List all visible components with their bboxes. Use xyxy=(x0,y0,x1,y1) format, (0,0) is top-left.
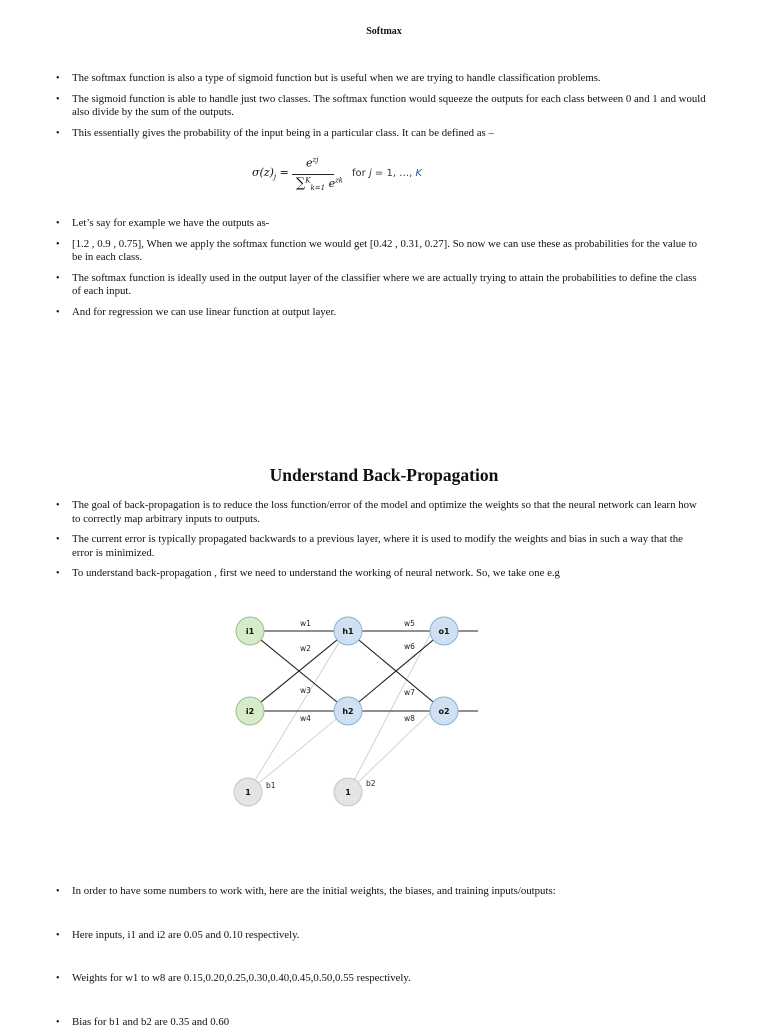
formula-numerator: $e^{zj}$ xyxy=(306,156,318,170)
node-i2-label: i2 xyxy=(246,707,254,716)
formula-lhs: $\sigma(z)_j$ = xyxy=(252,166,289,181)
bias-edge-b2-o2 xyxy=(348,711,432,792)
formula-denominator: ∑$^K_{k=1}$ $e^{zk}$ xyxy=(296,176,343,192)
list-item: • And for regression we can use linear function at output layer. xyxy=(56,306,706,320)
label-w3: w3 xyxy=(300,686,311,695)
output-nodes xyxy=(430,617,458,725)
node-h2-label: h2 xyxy=(342,707,353,716)
label-w6: w6 xyxy=(404,642,415,651)
softmax-bullet-list-2 xyxy=(56,217,706,319)
list-item: • Weights for w1 to w8 are 0.15,0.20,0.25,0.30,0.40,0.45,0.50,0.55 respectively. xyxy=(56,972,706,986)
softmax-title: Softmax xyxy=(0,26,768,37)
label-w1: w1 xyxy=(300,619,311,628)
list-item: • The goal of back-propagation is to reduce the loss function/error of the model and optimize the weights so that the neural network can learn how to correctly map arbitrary inputs to outputs. xyxy=(56,499,706,526)
list-item: • The softmax function is ideally used in the output layer of the classifier where we are actually trying to attain the probabilities to define the class of each input. xyxy=(56,272,706,299)
softmax-bullet-list xyxy=(56,72,706,140)
label-w8: w8 xyxy=(404,714,415,723)
backprop-bullet-list-2 xyxy=(56,885,706,1029)
label-w4: w4 xyxy=(300,714,311,723)
list-item: • This essentially gives the probability of the input being in a particular class. It can be defined as – xyxy=(56,127,706,141)
list-item: • To understand back-propagation , first we need to understand the working of neural network. So, we take one e.g xyxy=(56,567,706,581)
node-i1-label: i1 xyxy=(246,627,255,636)
node-o2-label: o2 xyxy=(438,707,449,716)
list-item: • The current error is typically propagated backwards to a previous layer, where it is used to modify the weights and bias in such a way that the error is minimized. xyxy=(56,533,706,560)
bias-edge-b1-h2 xyxy=(248,711,346,792)
input-nodes xyxy=(236,617,264,725)
label-w2: w2 xyxy=(300,644,311,653)
node-bias-2-label: 1 xyxy=(345,788,351,797)
list-item: • Here inputs, i1 and i2 are 0.05 and 0.10 respectively. xyxy=(56,929,706,943)
list-item: • The softmax function is also a type of sigmoid function but is useful when we are trying to handle classification problems. xyxy=(56,72,706,86)
formula-condition: for j = 1, …, K xyxy=(352,168,422,179)
softmax-formula xyxy=(252,152,452,202)
list-item: • In order to have some numbers to work with, here are the initial weights, the biases, and training inputs/outputs: xyxy=(56,885,706,899)
list-item: • [1.2 , 0.9 , 0.75], When we apply the softmax function we would get [0.42 , 0.31, 0.27]. So now we can use these as probabilities for the value to be in each class. xyxy=(56,238,706,265)
hidden-nodes xyxy=(334,617,362,725)
label-w7: w7 xyxy=(404,688,415,697)
node-h1-label: h1 xyxy=(342,627,354,636)
node-o1-label: o1 xyxy=(438,627,449,636)
backprop-bullet-list xyxy=(56,499,706,581)
node-bias-1-label: 1 xyxy=(245,788,251,797)
backprop-title: Understand Back-Propagation xyxy=(0,465,768,486)
label-b1: b1 xyxy=(266,781,276,790)
bias-nodes xyxy=(234,778,362,806)
list-item: • The sigmoid function is able to handle just two classes. The softmax function would squeeze the outputs for each class between 0 and 1 and would also divide by the sum of the outputs. xyxy=(56,93,706,120)
neural-network-diagram xyxy=(228,606,488,816)
list-item: • Let’s say for example we have the outputs as- xyxy=(56,217,706,231)
list-item: • Bias for b1 and b2 are 0.35 and 0.60 xyxy=(56,1016,706,1029)
formula-fraction-bar xyxy=(292,174,334,175)
label-b2: b2 xyxy=(366,779,376,788)
label-w5: w5 xyxy=(404,619,415,628)
